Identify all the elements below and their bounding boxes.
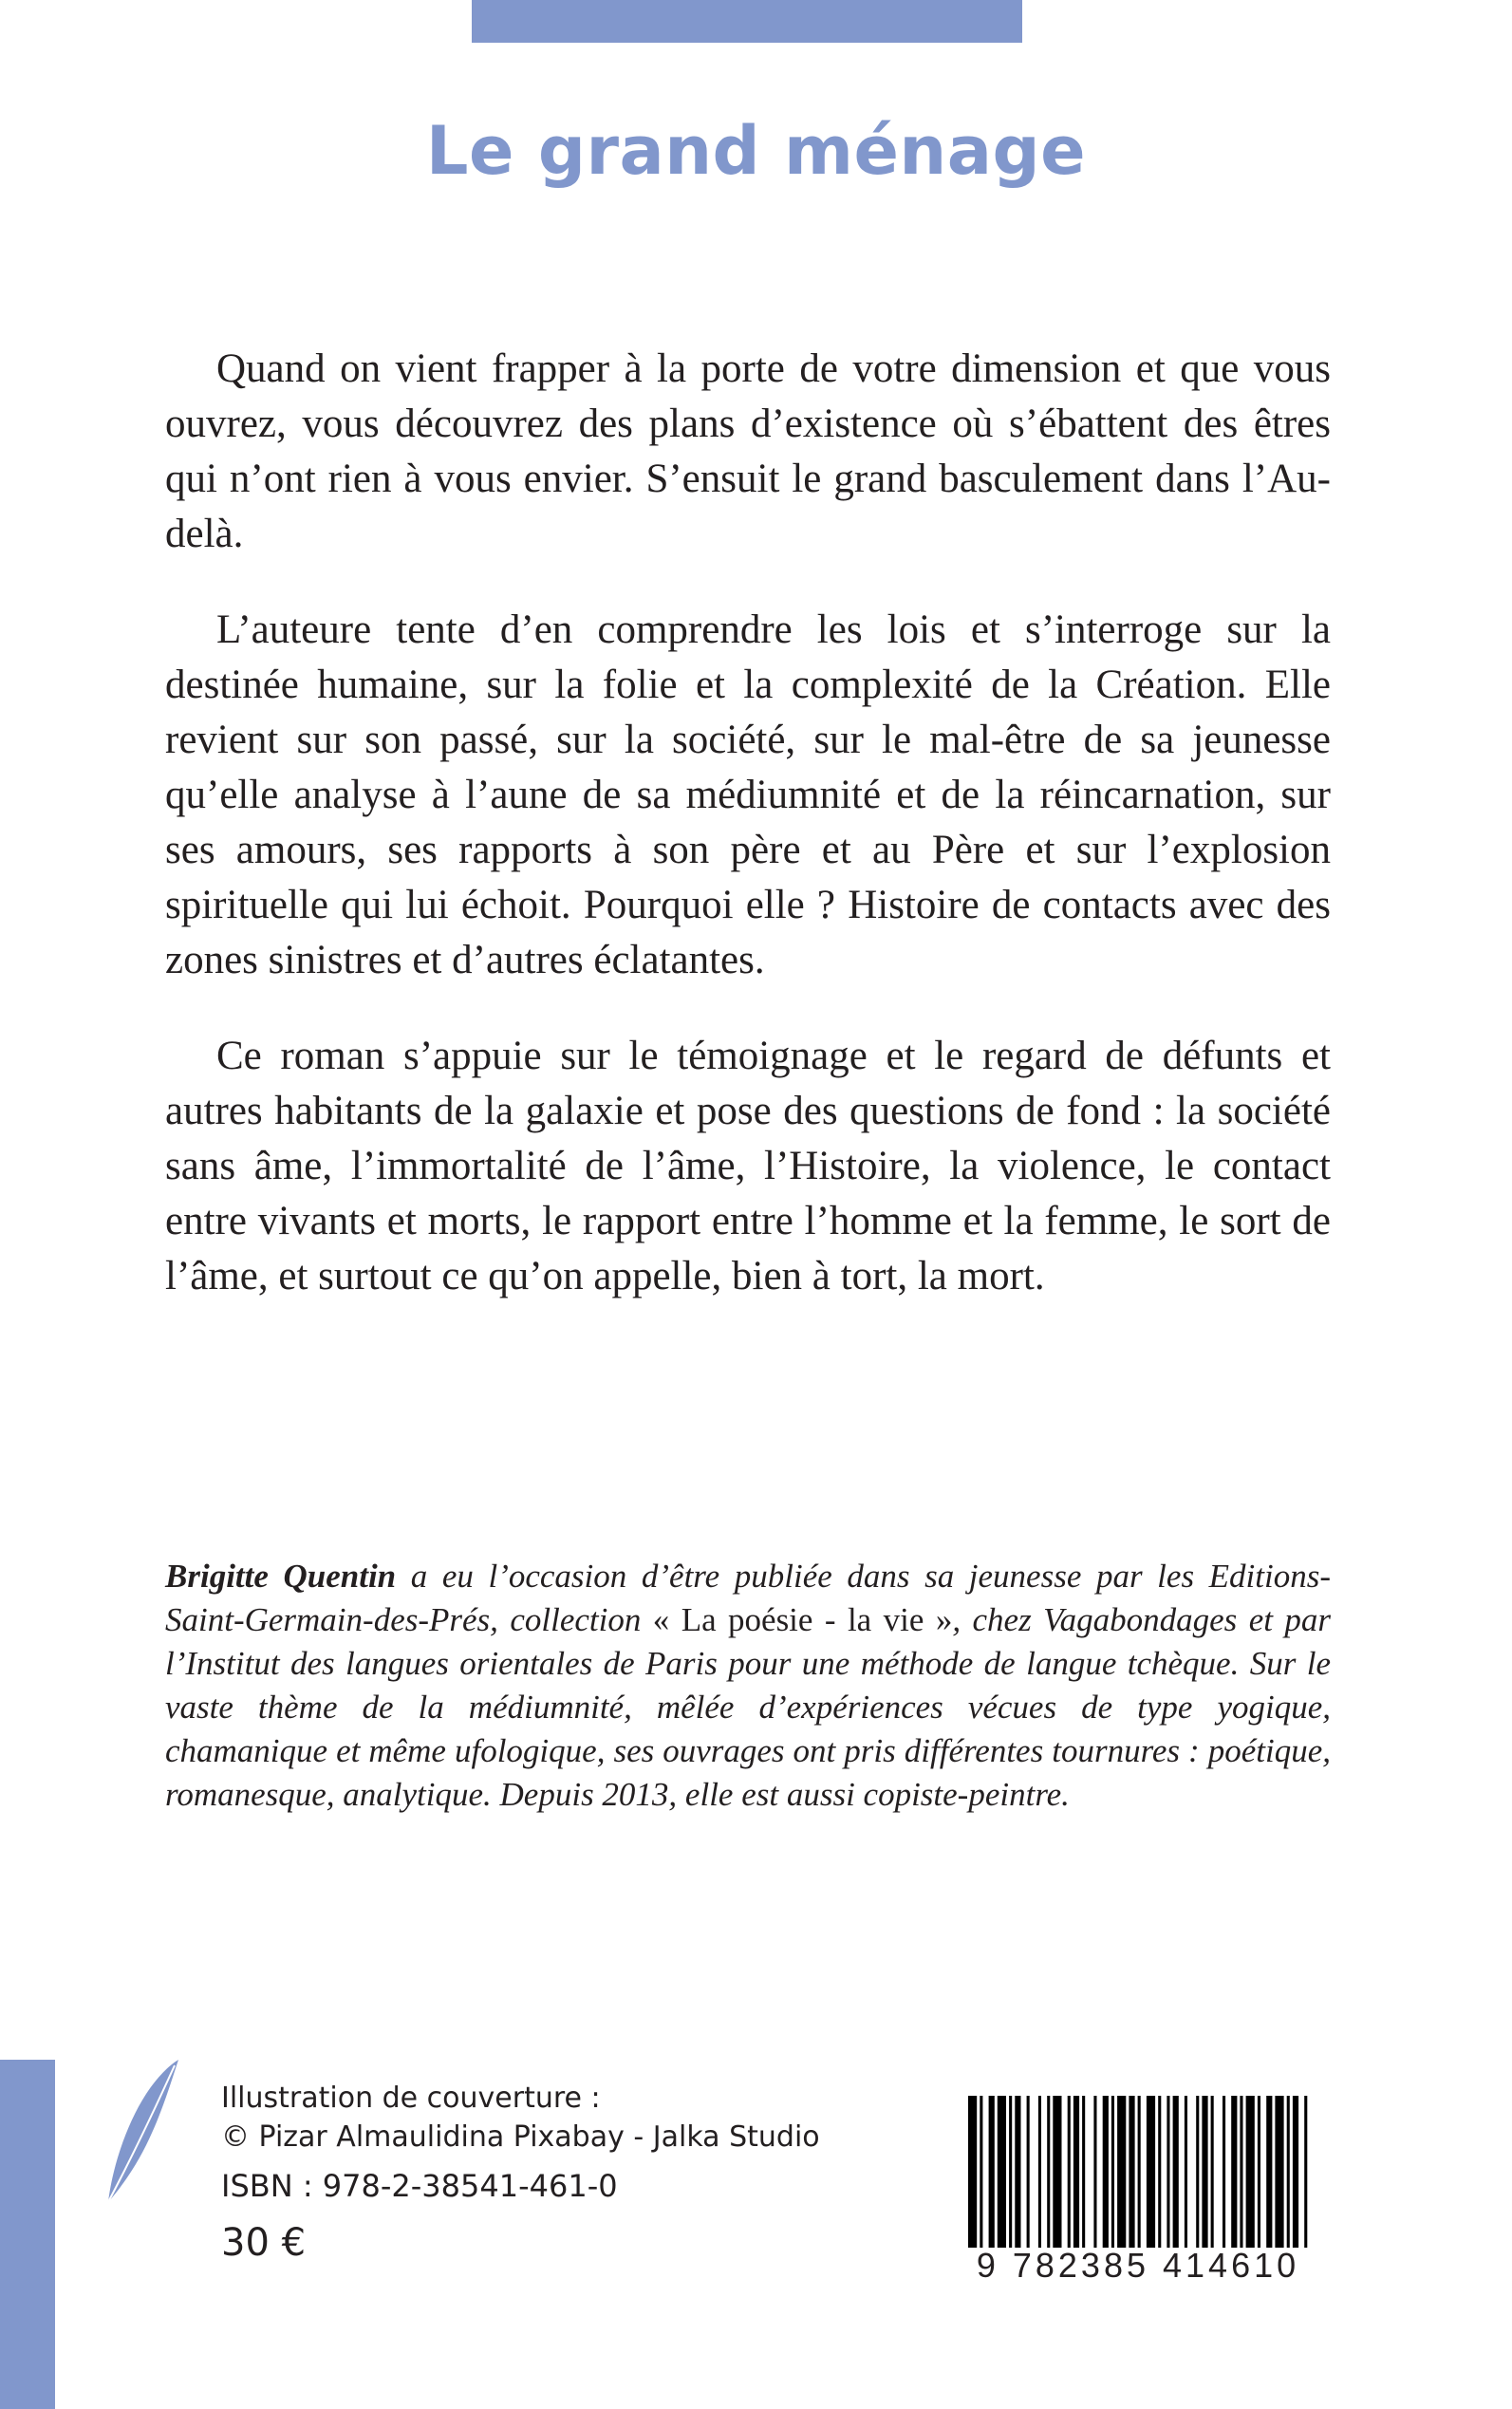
- barcode-bar: [1053, 2096, 1061, 2248]
- bio-text-1: a eu l’occasion d’être publiée dans sa jeunesse par les Editions-Saint-Germain-des-Prés, collection: [165, 1558, 1331, 1638]
- barcode-bar: [1068, 2096, 1071, 2248]
- barcode-bar: [1293, 2096, 1298, 2248]
- isbn: ISBN : 978-2-38541-461-0: [221, 2168, 618, 2204]
- barcode-bar: [1073, 2096, 1079, 2248]
- barcode: [961, 2096, 1316, 2286]
- credits-line-1: Illustration de couverture :: [221, 2082, 601, 2115]
- blurb-paragraph-3: Ce roman s’appuie sur le témoignage et le regard de défunts et autres habitants de la galaxie et pose des questions de fond : la société sans âme, l’immortalité de l’âme, l’Histoire, la violence, le contact entre vivants et morts, le rapport entre l’homme et la femme, le sort de l’âme, et surtout ce qu’on appelle, bien à tort, la mort.: [165, 1034, 1331, 1298]
- bio-collection: « La poésie - la vie »: [652, 1601, 953, 1638]
- side-color-band: [0, 2060, 55, 2409]
- barcode-bar: [1240, 2096, 1242, 2248]
- barcode-bar: [1304, 2096, 1307, 2248]
- barcode-bar: [968, 2096, 977, 2248]
- credits-line-2: © Pizar Almaulidina Pixabay - Jalka Studio: [221, 2120, 820, 2154]
- barcode-bar: [1103, 2096, 1109, 2248]
- barcode-bar: [1196, 2096, 1199, 2248]
- barcode-bars: [961, 2096, 1316, 2248]
- barcode-bar: [998, 2096, 1006, 2248]
- barcode-bar: [1167, 2096, 1169, 2248]
- barcode-bar: [1093, 2096, 1096, 2248]
- book-title: Le grand ménage: [425, 112, 1087, 190]
- cover-illustration-credits: [221, 2079, 820, 2157]
- barcode-bar: [1129, 2096, 1134, 2248]
- barcode-bar: [1202, 2096, 1207, 2248]
- top-color-band: [472, 0, 1022, 43]
- price: 30 €: [221, 2221, 307, 2265]
- barcode-bar: [1246, 2096, 1255, 2248]
- author-name: Brigitte Quentin: [165, 1558, 397, 1595]
- barcode-bar: [1266, 2096, 1272, 2248]
- barcode-bar: [1173, 2096, 1179, 2248]
- barcode-bar: [1027, 2096, 1030, 2248]
- barcode-bar: [1275, 2096, 1283, 2248]
- barcode-bar: [1147, 2096, 1155, 2248]
- barcode-bar: [1047, 2096, 1050, 2248]
- barcode-bar: [989, 2096, 995, 2248]
- barcode-bar: [1223, 2096, 1225, 2248]
- barcode-bar: [1231, 2096, 1237, 2248]
- barcode-bar: [1111, 2096, 1114, 2248]
- back-cover-blurb: [165, 342, 1331, 1345]
- barcode-bar: [1185, 2096, 1187, 2248]
- barcode-bar: [1287, 2096, 1290, 2248]
- barcode-bar: [1009, 2096, 1012, 2248]
- barcode-bar: [1138, 2096, 1141, 2248]
- blurb-paragraph-2: L’auteure tente d’en comprendre les lois et s’interroge sur la destinée humaine, sur la folie et la complexité de la Création. Elle revient sur son passé, sur la société, sur le mal-être de sa jeunesse qu’elle analyse à l’aune de sa médiumnité et de la réincarnation, sur ses amours, ses rapports à son père et au Père et sur l’explosion spirituelle qui lui échoit. Pourquoi elle ? Histoire de contacts avec des zones sinistres et d’autres éclatantes.: [165, 607, 1331, 982]
- barcode-bar: [1211, 2096, 1214, 2248]
- barcode-digits: 9 782385 414610: [976, 2246, 1300, 2285]
- barcode-bar: [1082, 2096, 1085, 2248]
- feather-icon: [104, 2058, 180, 2206]
- barcode-bar: [980, 2096, 982, 2248]
- barcode-bar: [1015, 2096, 1020, 2248]
- author-bio: [165, 1555, 1331, 1817]
- barcode-bar: [1117, 2096, 1126, 2248]
- bio-text-2: , chez Vagabondages et par l’Institut des langues orientales de Paris pour une méthode de langue tchèque. Sur le vaste thème de la médiumnité, mêlée d’expériences vécues de type yogique, chamanique et même ufologique, ses ouvrages ont pris différentes tournures : poétique, romanesque, analytique. Depuis 2013, elle est aussi copiste-peintre.: [165, 1601, 1332, 1813]
- barcode-bar: [1258, 2096, 1260, 2248]
- barcode-bar: [1038, 2096, 1041, 2248]
- barcode-bar: [1158, 2096, 1161, 2248]
- blurb-paragraph-1: Quand on vient frapper à la porte de votre dimension et que vous ouvrez, vous découvrez des plans d’existence où s’ébattent des êtres qui n’ont rien à vous envier. S’ensuit le grand basculement dans l’Au-delà.: [165, 346, 1331, 556]
